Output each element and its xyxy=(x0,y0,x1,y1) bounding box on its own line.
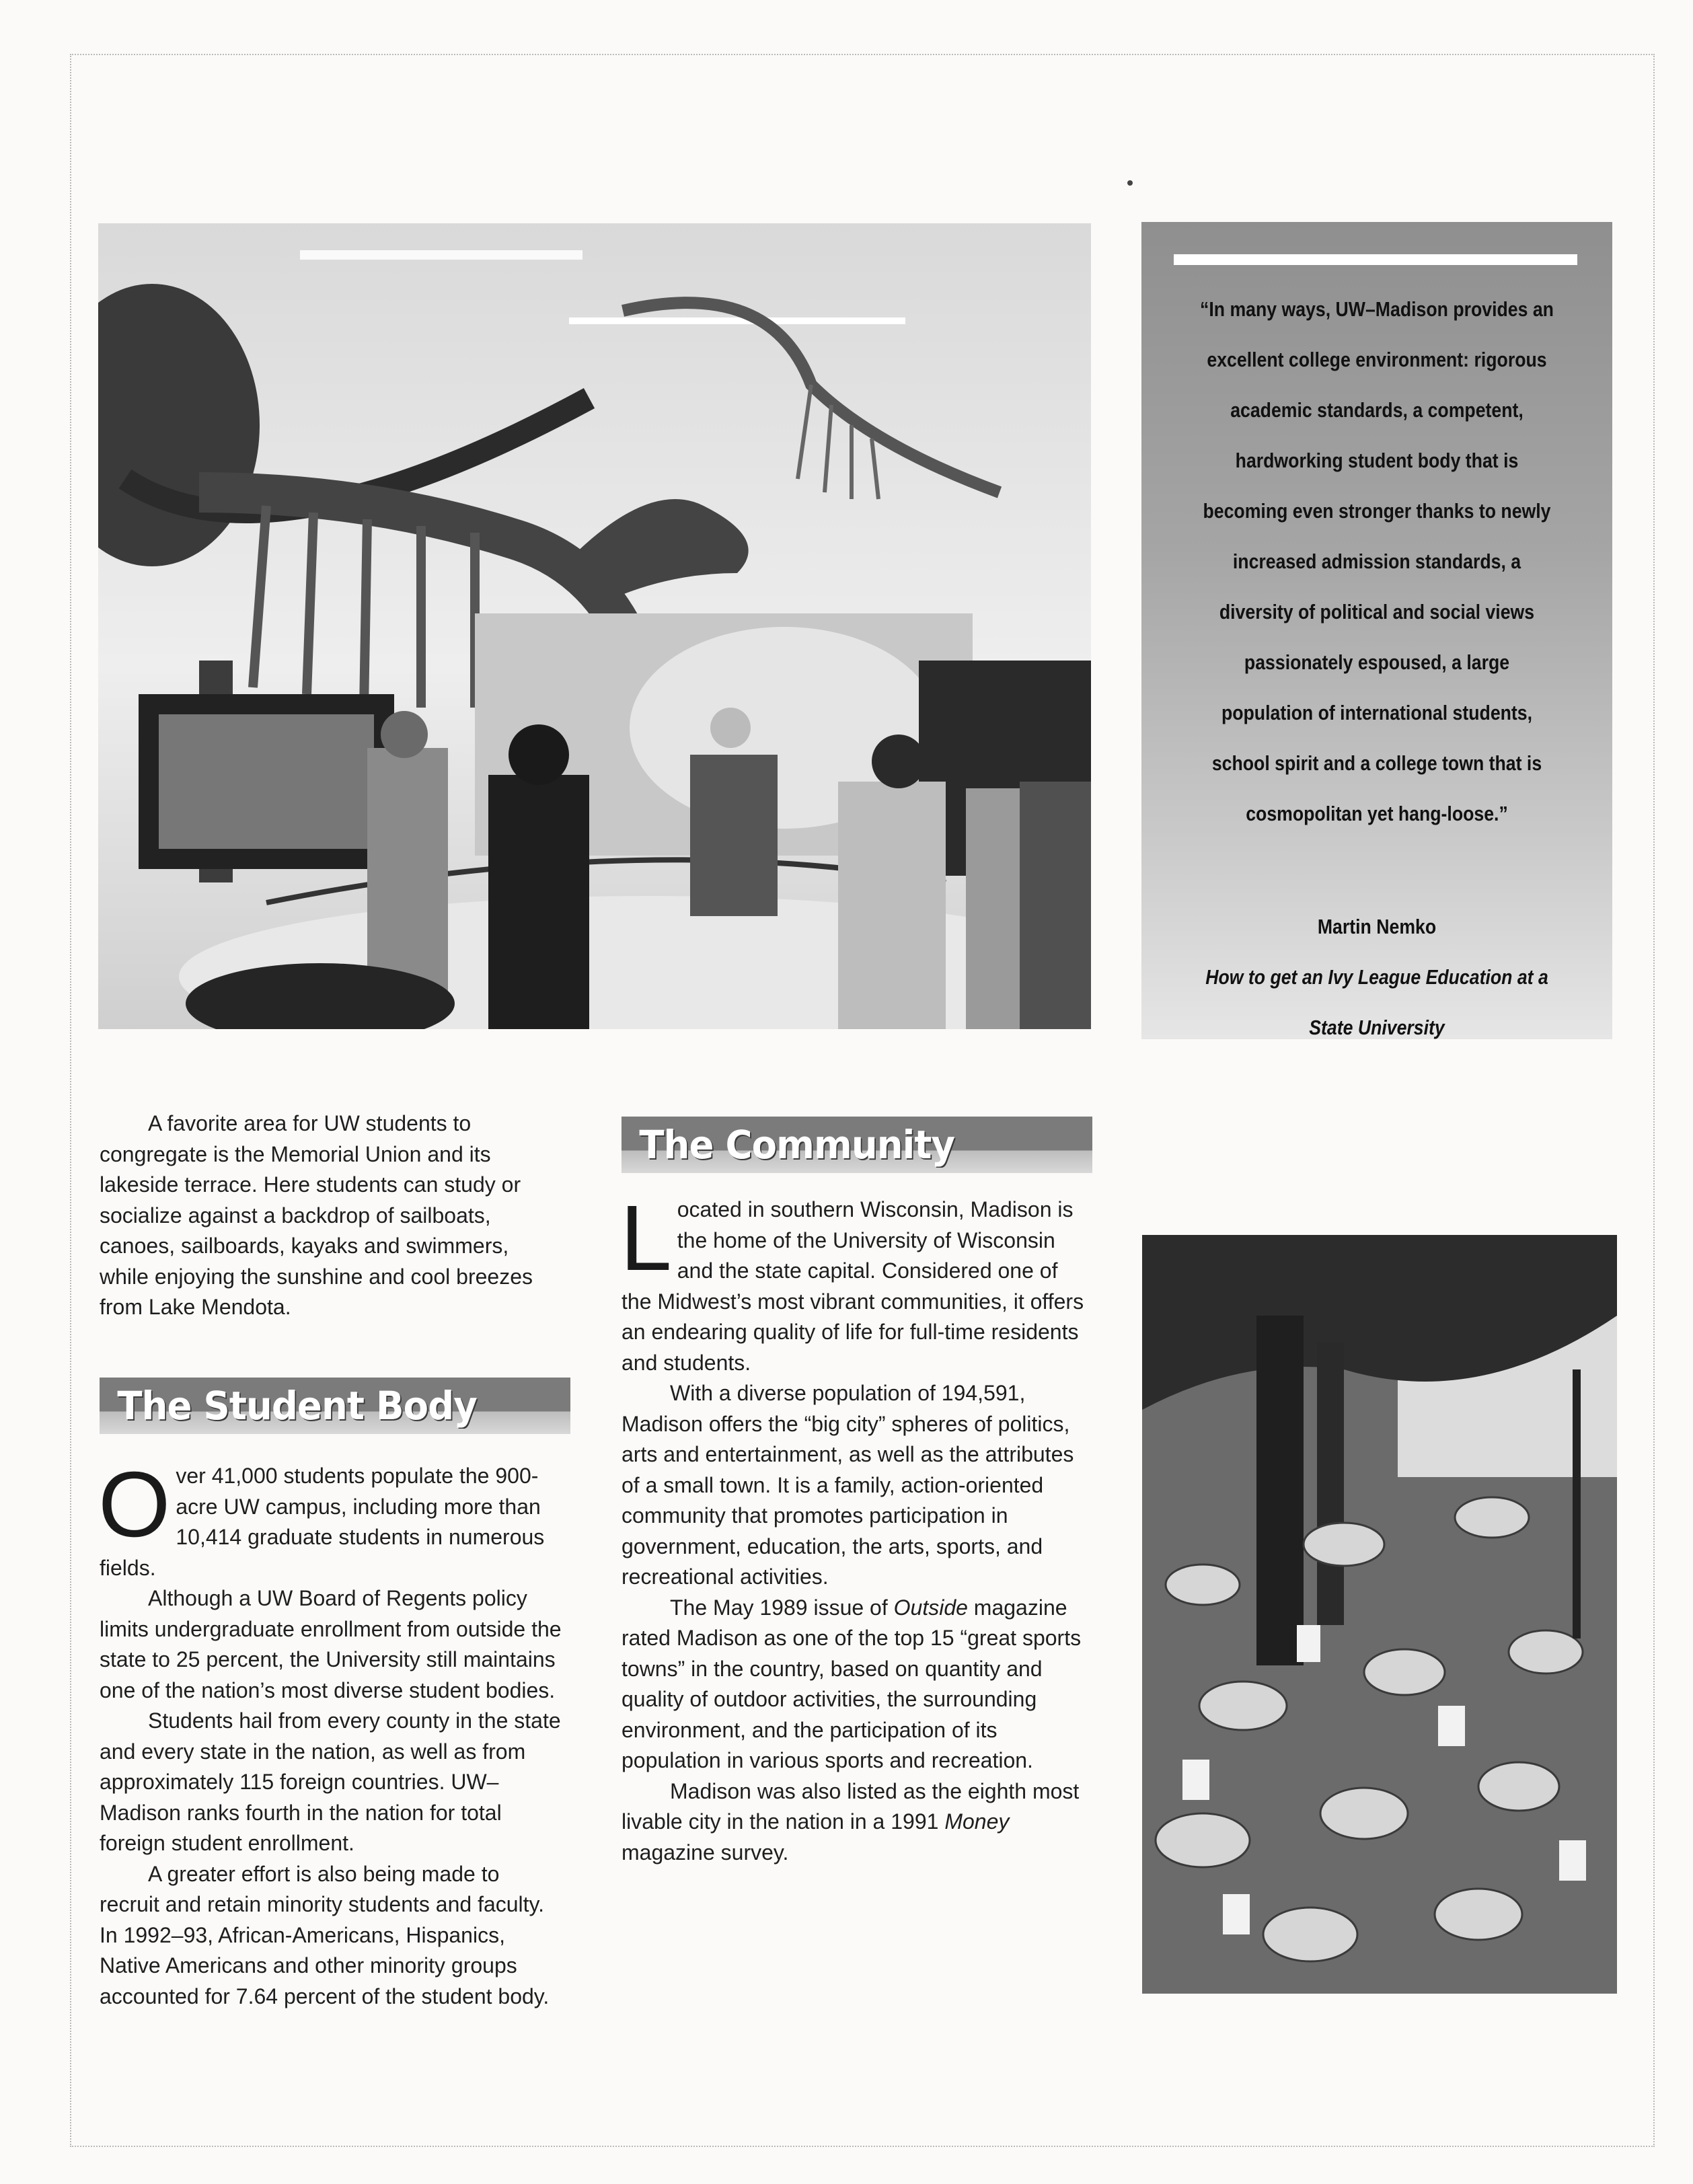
quote-author: Martin Nemko xyxy=(1317,915,1437,938)
student-body-heading xyxy=(100,1378,570,1434)
union-terrace-photo xyxy=(1142,1235,1617,1994)
community-paragraph-1-text: ocated in southern Wisconsin, Madison is the home of the University of Wisconsin and the state capital. Considered one of the Midwest’s most vibrant communities, it offers an endearing quality of life for full-time residents and students. xyxy=(622,1197,1084,1375)
stray-mark xyxy=(1127,180,1133,186)
community-paragraph-4 xyxy=(622,1776,1092,1869)
community-heading xyxy=(622,1117,1092,1173)
community-paragraph-4-text-b: magazine survey. xyxy=(622,1840,789,1865)
museum-skeleton-photo xyxy=(98,223,1091,1029)
quote-rule xyxy=(1174,254,1577,265)
student-body-paragraph-4: A greater effort is also being made to recruit and retain minority students and faculty. In 1992–93, African-Americans, Hispanics, Native Americans and other minority groups accounted for 7.64 percent of the student body. xyxy=(100,1861,550,2008)
caption-text: A favorite area for UW students to congregate is the Memorial Union and its lakeside terrace. Here students can study or socialize against a backdrop of sailboats, canoes, sailboards, kayaks and swimmers, while enjoying the sunshine and cool breezes from Lake Mendota. xyxy=(100,1111,533,1319)
student-body-heading-text: The Student Body xyxy=(117,1383,477,1429)
community-paragraph-4-text-a: Madison was also listed as the eighth most livable city in the nation in a 1991 xyxy=(622,1778,1080,1834)
outside-magazine-title: Outside xyxy=(893,1595,968,1620)
quote-text: “In many ways, UW–Madison provides an excellent college environment: rigorous academic standards, a competent, hardworking student body that is becoming even stronger thanks to newly increased admission standards, a diversity of political and social views passionately espoused, a large population of international students, school spirit and a college town that is cosmopolitan yet hang-loose.” xyxy=(1200,297,1554,825)
student-body-paragraph-1-text: ver 41,000 students populate the 900-acre UW campus, including more than 10,414 graduate students in numerous fields. xyxy=(100,1464,545,1580)
community-paragraph-2: With a diverse population of 194,591, Madison offers the “big city” spheres of politics, arts and entertainment, as well as the attributes of a small town. It is a family, action-oriented community that promotes participation in government, education, the arts, sports, and recreational activities. xyxy=(622,1381,1074,1589)
money-magazine-title: Money xyxy=(944,1809,1010,1834)
student-body-paragraph-3: Students hail from every county in the state and every state in the nation, as well as from approximately 115 foreign countries. UW–Madison ranks fourth in the nation for total foreign student enrollment. xyxy=(100,1708,561,1855)
student-body-paragraph-2: Although a UW Board of Regents policy limits undergraduate enrollment from outside the state to 25 percent, the University still maintains one of the nation’s most diverse student bodies. xyxy=(100,1586,562,1702)
quote-source: How to get an Ivy League Education at a State University xyxy=(1205,965,1548,1039)
student-body-column xyxy=(98,1453,564,2012)
community-paragraph-3 xyxy=(622,1593,1092,1776)
community-paragraph-3-text-b: magazine rated Madison as one of the top 15 “great sports towns” in the country, based on quantity and quality of outdoor activities, the surrounding environment, and the participation of its population in various sports and recreation. xyxy=(622,1595,1082,1772)
photo-caption xyxy=(100,1108,564,1323)
community-column xyxy=(620,1187,1092,1868)
community-dropcap: L xyxy=(620,1187,672,1290)
community-heading-text: The Community xyxy=(639,1122,955,1168)
community-paragraph-3-text-a: The May 1989 issue of xyxy=(670,1595,894,1620)
student-body-dropcap: O xyxy=(98,1453,171,1556)
student-body-paragraph-1 xyxy=(98,1453,564,1583)
community-paragraph-1 xyxy=(620,1187,1092,1378)
quote-box xyxy=(1141,222,1612,1039)
